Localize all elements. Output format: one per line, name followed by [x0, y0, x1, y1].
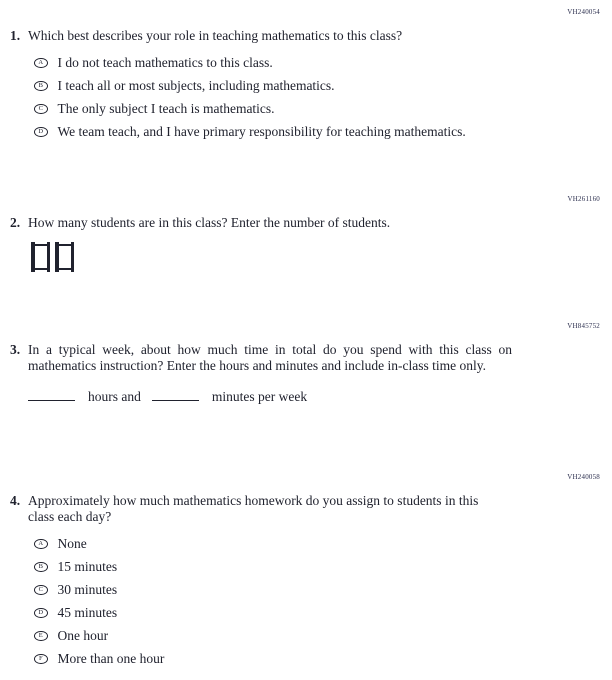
answer-option — [34, 78, 612, 94]
answer-option-label: The only subject I teach is mathematics. — [57, 101, 275, 116]
answer-option-label: None — [57, 536, 87, 551]
question-1-options — [34, 55, 612, 140]
answer-bubble-e[interactable]: E — [34, 631, 48, 641]
answer-bubble-d[interactable]: D — [34, 127, 48, 137]
answer-bubble-b[interactable]: B — [34, 562, 48, 572]
answer-bubble-f[interactable]: F — [34, 654, 48, 664]
answer-option — [34, 536, 612, 552]
hours-label: hours and — [88, 389, 141, 404]
answer-option — [34, 55, 612, 71]
answer-option-label: 45 minutes — [57, 605, 118, 620]
question-3 — [10, 342, 612, 373]
answer-option — [34, 124, 612, 140]
answer-option — [34, 582, 612, 598]
question-1 — [10, 28, 612, 44]
question-1-section — [0, 8, 612, 147]
minutes-label: minutes per week — [211, 389, 308, 404]
answer-option-label: I teach all or most subjects, including mathematics. — [57, 78, 335, 93]
answer-bubble-c[interactable]: C — [34, 104, 48, 114]
answer-option-label: We team teach, and I have primary responsibility for teaching mathematics. — [57, 124, 466, 139]
question-4-section — [0, 473, 612, 674]
minutes-blank[interactable] — [152, 389, 199, 401]
answer-bubble-a[interactable]: A — [34, 539, 48, 549]
question-number: 3. — [10, 342, 21, 357]
hours-blank[interactable] — [28, 389, 75, 401]
students-digit-box-1[interactable] — [31, 244, 50, 270]
question-text: How many students are in this class? Enter the number of students. — [28, 215, 391, 230]
question-number: 2. — [10, 215, 21, 230]
answer-option-label: 15 minutes — [57, 559, 118, 574]
question-3-section — [0, 322, 612, 405]
answer-option — [34, 628, 612, 644]
question-code: VH261160 — [567, 195, 600, 203]
student-count-entry — [31, 240, 612, 272]
question-2 — [10, 215, 612, 231]
question-number: 4. — [10, 493, 21, 508]
question-text: In a typical week, about how much time in total do you spend with this class on mathematics instruction? Enter the hours and minutes and include in-class time only. — [28, 342, 512, 373]
answer-option — [34, 651, 612, 667]
answer-option — [34, 101, 612, 117]
answer-bubble-d[interactable]: D — [34, 608, 48, 618]
answer-option-label: More than one hour — [57, 651, 165, 666]
question-4-options — [34, 536, 612, 667]
answer-option — [34, 605, 612, 621]
answer-option-label: One hour — [57, 628, 109, 643]
question-code: VH845752 — [567, 322, 600, 330]
students-digit-box-2[interactable] — [55, 244, 74, 270]
answer-option-label: I do not teach mathematics to this class. — [57, 55, 273, 70]
answer-bubble-c[interactable]: C — [34, 585, 48, 595]
question-number: 1. — [10, 28, 21, 43]
question-code: VH240054 — [567, 8, 600, 16]
answer-bubble-b[interactable]: B — [34, 81, 48, 91]
answer-option-label: 30 minutes — [57, 582, 118, 597]
question-text: Approximately how much mathematics homework do you assign to students in this class each day? — [28, 493, 479, 524]
answer-bubble-a[interactable]: A — [34, 58, 48, 68]
question-2-section — [0, 195, 612, 272]
question-4 — [10, 493, 612, 525]
answer-option — [34, 559, 612, 575]
time-entry-row — [28, 389, 612, 405]
question-text: Which best describes your role in teaching mathematics to this class? — [28, 28, 403, 43]
question-code: VH240058 — [567, 473, 600, 481]
